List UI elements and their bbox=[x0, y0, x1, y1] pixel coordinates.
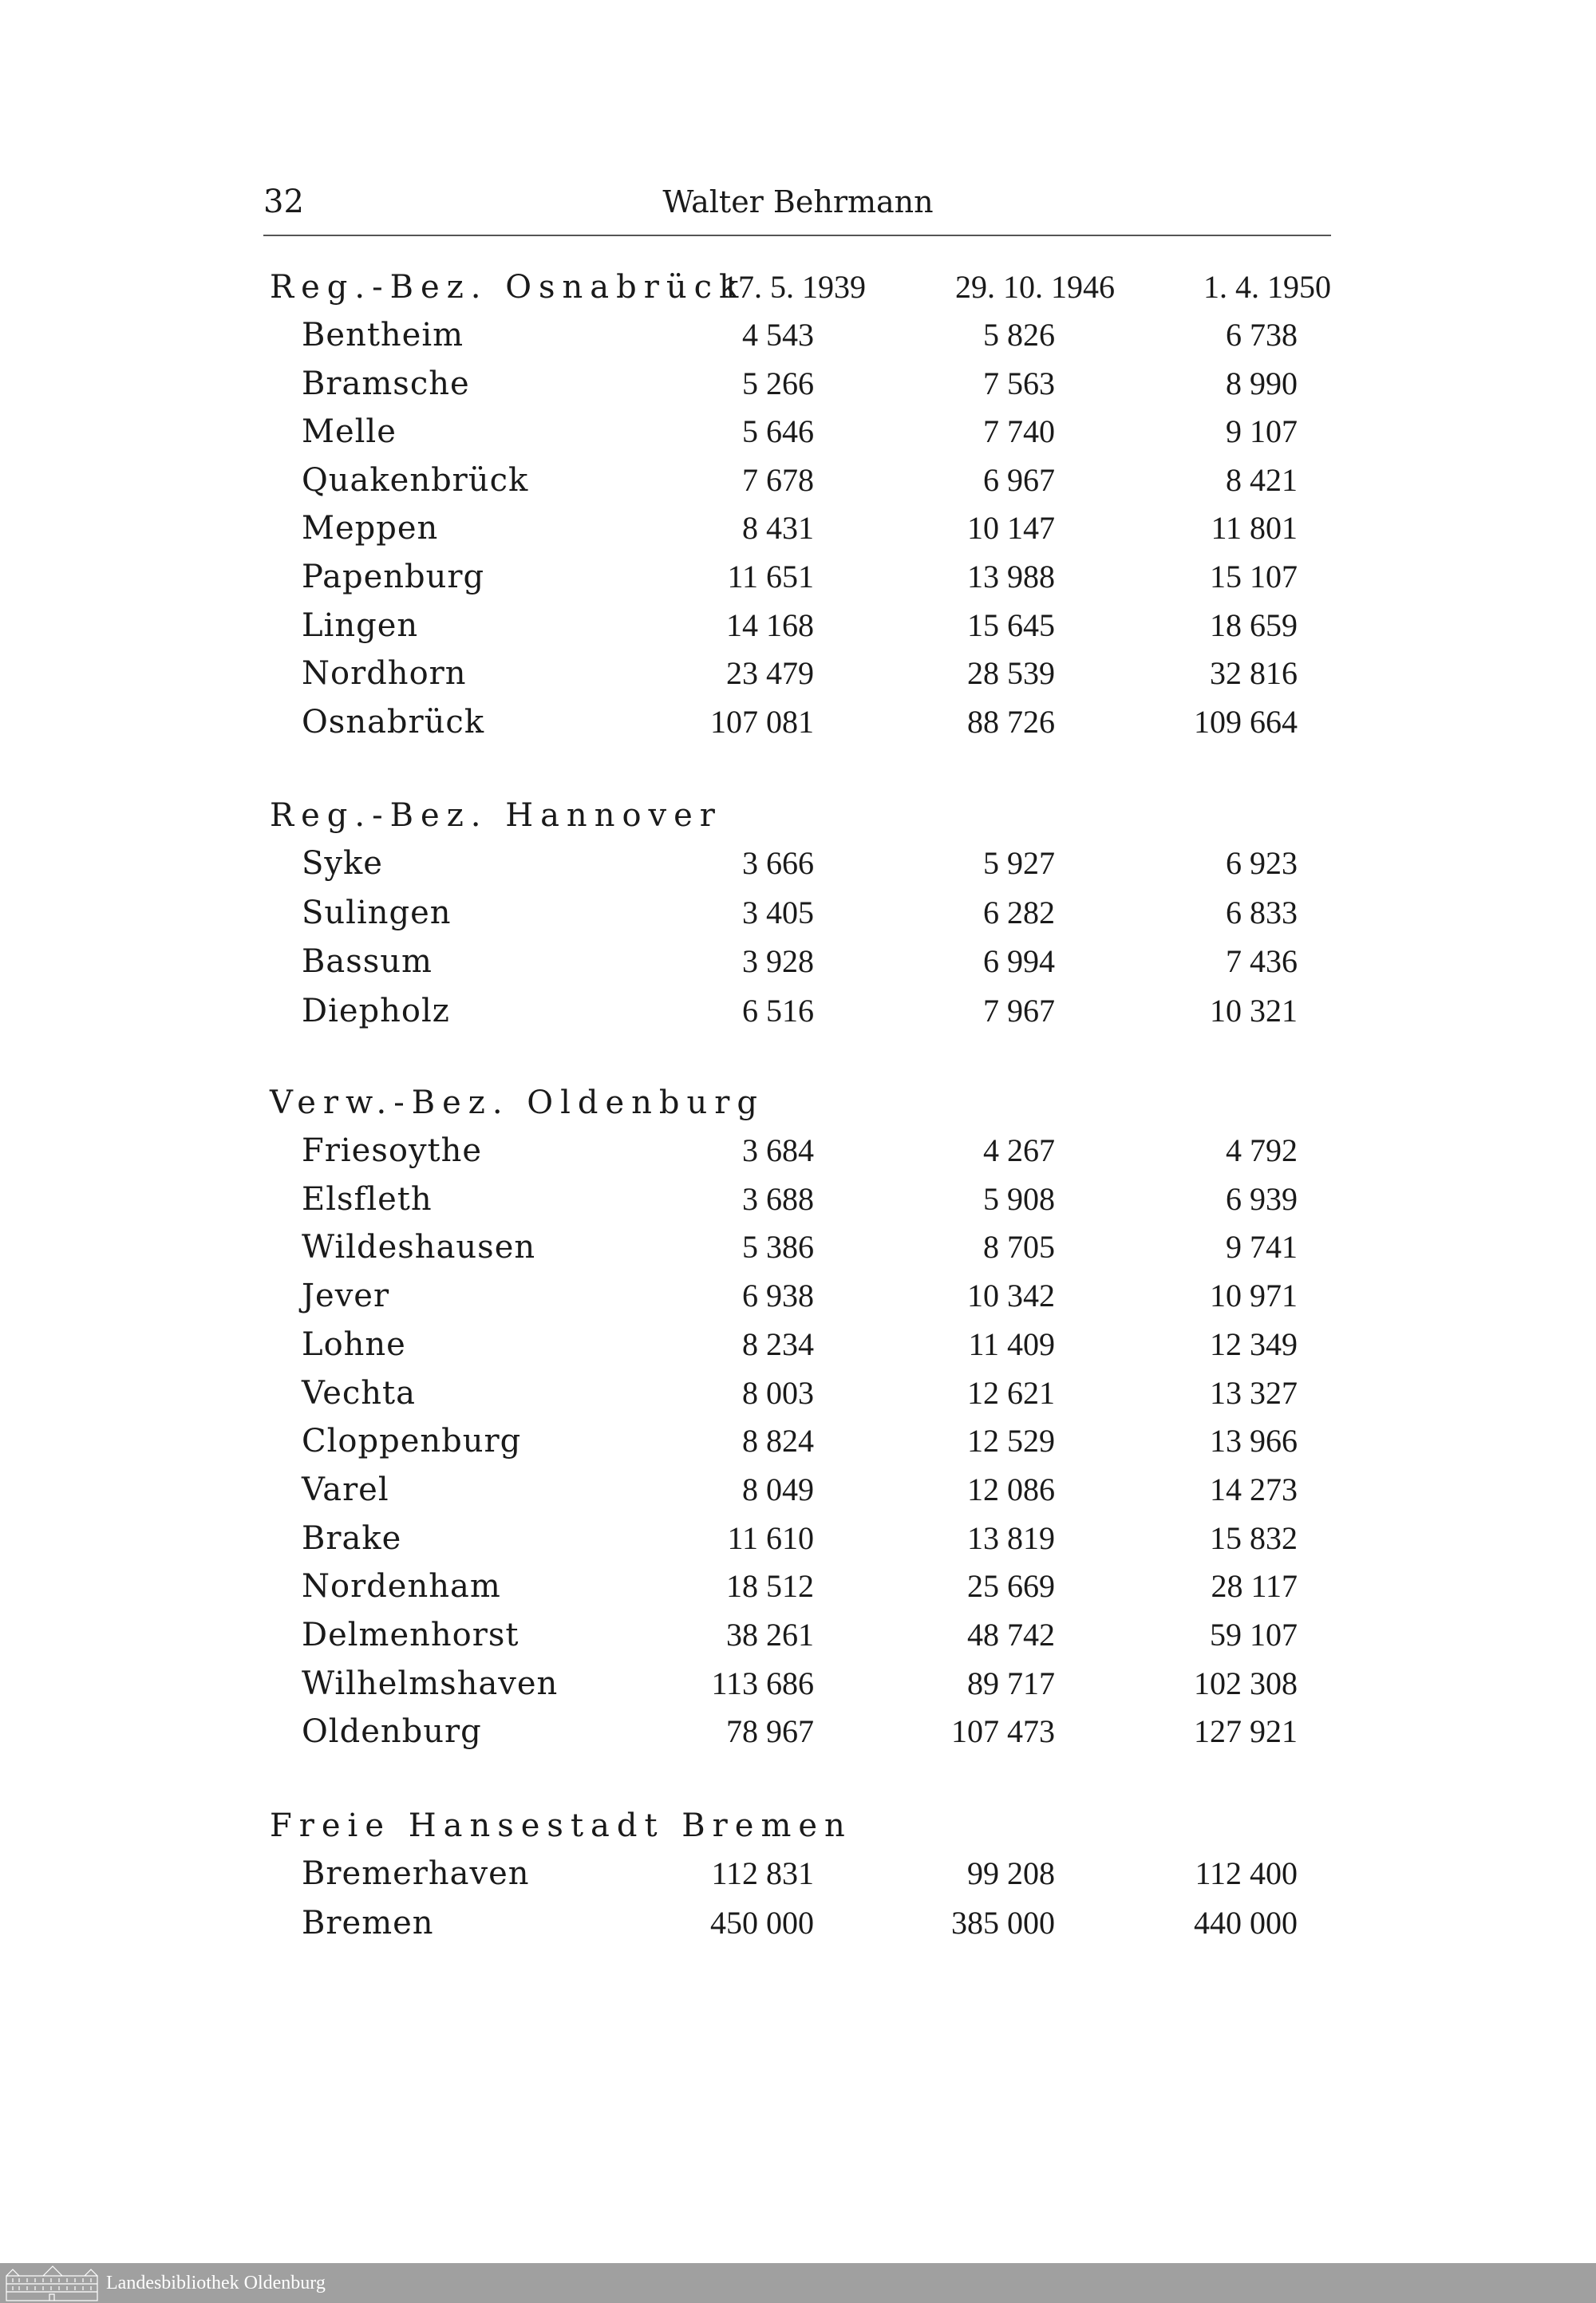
town-name: Bassum bbox=[302, 943, 433, 980]
table-row bbox=[0, 1325, 1596, 1365]
town-name: Lohne bbox=[302, 1326, 406, 1363]
table-row bbox=[0, 654, 1596, 693]
table-row bbox=[0, 606, 1596, 646]
footer-bar bbox=[0, 2263, 1596, 2303]
population-value: 4 267 bbox=[983, 1132, 1055, 1168]
town-name: Lingen bbox=[302, 607, 419, 644]
population-value: 6 282 bbox=[983, 895, 1055, 930]
population-value: 8 990 bbox=[1226, 365, 1298, 401]
town-name: Quakenbrück bbox=[302, 462, 529, 499]
table-row bbox=[0, 557, 1596, 597]
table-row bbox=[0, 1854, 1596, 1894]
population-value: 14 168 bbox=[726, 607, 814, 643]
population-value: 6 833 bbox=[1226, 895, 1298, 930]
population-value: 11 801 bbox=[1211, 510, 1298, 546]
population-value: 3 666 bbox=[742, 845, 814, 881]
table-row bbox=[0, 460, 1596, 500]
population-value: 14 273 bbox=[1210, 1471, 1298, 1507]
table-row bbox=[0, 1131, 1596, 1171]
table-row bbox=[0, 1519, 1596, 1558]
population-value: 48 742 bbox=[967, 1617, 1055, 1653]
population-value: 6 516 bbox=[742, 993, 814, 1029]
table-row bbox=[0, 702, 1596, 742]
population-value: 3 688 bbox=[742, 1181, 814, 1217]
town-name: Melle bbox=[302, 413, 397, 450]
population-value: 450 000 bbox=[710, 1905, 814, 1941]
library-name: Landesbibliothek Oldenburg bbox=[106, 2273, 326, 2293]
population-value: 3 405 bbox=[742, 895, 814, 930]
population-value: 9 107 bbox=[1226, 413, 1298, 449]
town-name: Meppen bbox=[302, 510, 439, 547]
town-name: Nordhorn bbox=[302, 655, 467, 692]
column-header-date: 17. 5. 1939 bbox=[722, 269, 866, 305]
population-value: 440 000 bbox=[1194, 1905, 1298, 1941]
section-heading: Reg.-Bez. Hannover bbox=[270, 797, 722, 834]
population-value: 25 669 bbox=[967, 1568, 1055, 1604]
town-name: Bremen bbox=[302, 1905, 434, 1942]
table-row bbox=[0, 1664, 1596, 1704]
town-name: Cloppenburg bbox=[302, 1423, 522, 1460]
population-value: 112 400 bbox=[1195, 1855, 1298, 1891]
town-name: Osnabrück bbox=[302, 704, 485, 741]
town-name: Wildeshausen bbox=[302, 1229, 536, 1266]
town-name: Sulingen bbox=[302, 895, 452, 931]
population-value: 6 994 bbox=[983, 943, 1055, 979]
population-value: 127 921 bbox=[1194, 1713, 1298, 1749]
town-name: Varel bbox=[302, 1471, 389, 1508]
table-row bbox=[0, 1421, 1596, 1461]
table-row bbox=[0, 315, 1596, 355]
population-value: 8 003 bbox=[742, 1375, 814, 1411]
population-value: 6 939 bbox=[1226, 1181, 1298, 1217]
page-number: 32 bbox=[263, 184, 304, 220]
population-value: 3 684 bbox=[742, 1132, 814, 1168]
town-name: Syke bbox=[302, 845, 383, 882]
population-value: 8 049 bbox=[742, 1471, 814, 1507]
town-name: Delmenhorst bbox=[302, 1617, 519, 1653]
town-name: Diepholz bbox=[302, 993, 450, 1029]
population-value: 23 479 bbox=[726, 655, 814, 691]
town-name: Elsfleth bbox=[302, 1181, 433, 1218]
population-value: 7 436 bbox=[1226, 943, 1298, 979]
population-value: 12 349 bbox=[1210, 1326, 1298, 1362]
population-value: 99 208 bbox=[967, 1855, 1055, 1891]
table-row bbox=[0, 1373, 1596, 1413]
town-name: Nordenham bbox=[302, 1568, 501, 1605]
town-name: Vechta bbox=[302, 1375, 416, 1412]
population-value: 5 386 bbox=[742, 1229, 814, 1265]
population-value: 11 651 bbox=[727, 559, 814, 595]
population-value: 78 967 bbox=[726, 1713, 814, 1749]
table-row bbox=[0, 412, 1596, 452]
table-row bbox=[0, 1470, 1596, 1510]
header-rule bbox=[263, 235, 1331, 236]
table-row bbox=[0, 1903, 1596, 1943]
table-row bbox=[0, 843, 1596, 883]
population-value: 15 107 bbox=[1210, 559, 1298, 595]
population-value: 102 308 bbox=[1194, 1665, 1298, 1701]
population-value: 12 086 bbox=[967, 1471, 1055, 1507]
population-value: 107 473 bbox=[951, 1713, 1055, 1749]
town-name: Friesoythe bbox=[302, 1132, 483, 1169]
population-value: 5 908 bbox=[983, 1181, 1055, 1217]
town-name: Wilhelmshaven bbox=[302, 1665, 559, 1702]
population-value: 12 529 bbox=[967, 1423, 1055, 1459]
population-value: 107 081 bbox=[710, 704, 814, 740]
population-value: 8 824 bbox=[742, 1423, 814, 1459]
population-value: 109 664 bbox=[1194, 704, 1298, 740]
population-value: 10 147 bbox=[967, 510, 1055, 546]
population-value: 11 610 bbox=[727, 1520, 814, 1556]
population-value: 5 927 bbox=[983, 845, 1055, 881]
library-building-icon bbox=[5, 2265, 99, 2301]
population-value: 18 659 bbox=[1210, 607, 1298, 643]
population-value: 8 421 bbox=[1226, 462, 1298, 498]
population-value: 88 726 bbox=[967, 704, 1055, 740]
section-heading: Verw.-Bez. Oldenburg bbox=[270, 1084, 765, 1121]
section-heading: Freie Hansestadt Bremen bbox=[270, 1807, 852, 1844]
population-value: 7 678 bbox=[742, 462, 814, 498]
population-value: 4 543 bbox=[742, 317, 814, 353]
section-heading: Reg.-Bez. Osnabrück bbox=[270, 269, 746, 306]
population-value: 6 738 bbox=[1226, 317, 1298, 353]
table-row bbox=[0, 1615, 1596, 1655]
population-value: 38 261 bbox=[726, 1617, 814, 1653]
population-value: 3 928 bbox=[742, 943, 814, 979]
town-name: Oldenburg bbox=[302, 1713, 482, 1750]
population-value: 10 342 bbox=[967, 1278, 1055, 1313]
column-header-date: 29. 10. 1946 bbox=[955, 269, 1115, 305]
town-name: Bremerhaven bbox=[302, 1855, 530, 1892]
population-value: 10 321 bbox=[1210, 993, 1298, 1029]
population-value: 13 966 bbox=[1210, 1423, 1298, 1459]
population-value: 13 819 bbox=[967, 1520, 1055, 1556]
population-value: 10 971 bbox=[1210, 1278, 1298, 1313]
population-value: 89 717 bbox=[967, 1665, 1055, 1701]
population-value: 385 000 bbox=[951, 1905, 1055, 1941]
population-value: 15 832 bbox=[1210, 1520, 1298, 1556]
population-value: 11 409 bbox=[968, 1326, 1055, 1362]
town-name: Papenburg bbox=[302, 559, 485, 595]
population-value: 112 831 bbox=[711, 1855, 814, 1891]
population-value: 59 107 bbox=[1210, 1617, 1298, 1653]
population-value: 13 988 bbox=[967, 559, 1055, 595]
table-row bbox=[0, 991, 1596, 1031]
town-name: Bentheim bbox=[302, 317, 464, 354]
table-row bbox=[0, 1712, 1596, 1752]
population-value: 7 967 bbox=[983, 993, 1055, 1029]
table-row bbox=[0, 1227, 1596, 1267]
table-row bbox=[0, 364, 1596, 404]
population-value: 6 923 bbox=[1226, 845, 1298, 881]
population-value: 32 816 bbox=[1210, 655, 1298, 691]
population-value: 7 740 bbox=[983, 413, 1055, 449]
town-name: Brake bbox=[302, 1520, 402, 1557]
population-value: 18 512 bbox=[726, 1568, 814, 1604]
table-row bbox=[0, 1179, 1596, 1219]
table-row bbox=[0, 942, 1596, 982]
population-value: 4 792 bbox=[1226, 1132, 1298, 1168]
town-name: Bramsche bbox=[302, 365, 470, 402]
population-value: 28 117 bbox=[1211, 1568, 1298, 1604]
table-row bbox=[0, 1276, 1596, 1316]
population-value: 9 741 bbox=[1226, 1229, 1298, 1265]
population-value: 5 266 bbox=[742, 365, 814, 401]
population-value: 7 563 bbox=[983, 365, 1055, 401]
population-value: 15 645 bbox=[967, 607, 1055, 643]
table-row bbox=[0, 893, 1596, 933]
population-value: 113 686 bbox=[711, 1665, 814, 1701]
town-name: Jever bbox=[302, 1278, 390, 1314]
population-value: 6 967 bbox=[983, 462, 1055, 498]
population-value: 6 938 bbox=[742, 1278, 814, 1313]
population-value: 8 431 bbox=[742, 510, 814, 546]
running-title: Walter Behrmann bbox=[662, 184, 934, 219]
population-value: 28 539 bbox=[967, 655, 1055, 691]
population-value: 8 234 bbox=[742, 1326, 814, 1362]
population-value: 5 646 bbox=[742, 413, 814, 449]
population-value: 8 705 bbox=[983, 1229, 1055, 1265]
population-value: 5 826 bbox=[983, 317, 1055, 353]
population-value: 12 621 bbox=[967, 1375, 1055, 1411]
table-row bbox=[0, 1566, 1596, 1606]
table-row bbox=[0, 508, 1596, 548]
column-header-date: 1. 4. 1950 bbox=[1203, 269, 1331, 305]
population-value: 13 327 bbox=[1210, 1375, 1298, 1411]
